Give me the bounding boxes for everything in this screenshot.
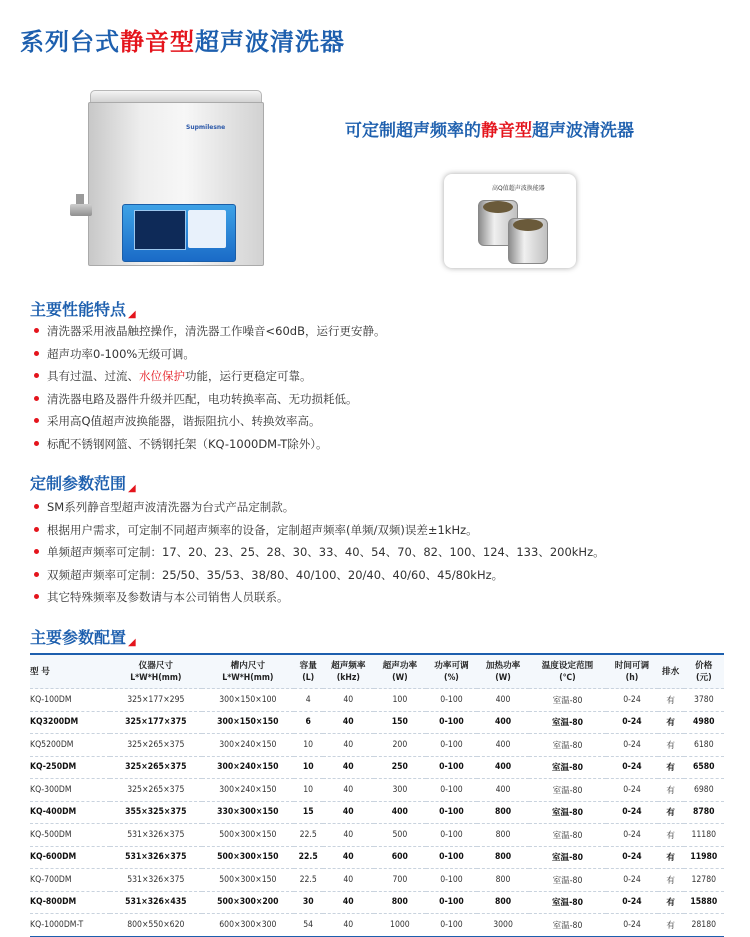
table-cell: 800 xyxy=(477,869,529,892)
table-cell: KQ5200DM xyxy=(30,734,110,757)
table-cell: 10 xyxy=(294,734,323,757)
table-cell: 325×177×375 xyxy=(110,711,202,734)
table-cell: 6980 xyxy=(684,779,724,802)
table-cell: 0-100 xyxy=(426,914,478,937)
column-header: 槽内尺寸 L*W*H(mm) xyxy=(202,654,294,689)
table-cell: 30 xyxy=(294,891,323,914)
table-cell: 325×265×375 xyxy=(110,756,202,779)
table-cell: 22.5 xyxy=(294,824,323,847)
table-cell: 355×325×375 xyxy=(110,801,202,824)
table-cell: 0-24 xyxy=(606,869,658,892)
table-cell: 0-100 xyxy=(426,734,478,757)
table-cell: 3000 xyxy=(477,914,529,937)
list-item: 其它特殊频率及参数请与本公司销售人员联系。 xyxy=(34,586,605,609)
table-cell: 室温-80 xyxy=(529,801,606,824)
table-cell: 11180 xyxy=(684,824,724,847)
table-header-row xyxy=(30,654,724,689)
table-cell: 200 xyxy=(374,734,426,757)
table-cell: 0-100 xyxy=(426,779,478,802)
list-item: 超声功率0-100%无级可调。 xyxy=(34,343,385,366)
table-cell: 40 xyxy=(323,756,375,779)
list-item: 清洗器采用液晶触控操作，清洗器工作噪音<60dB，运行更安静。 xyxy=(34,320,385,343)
table-cell: 0-100 xyxy=(426,801,478,824)
table-cell: 8780 xyxy=(684,801,724,824)
table-cell: 531×326×435 xyxy=(110,891,202,914)
table-cell: 500×300×150 xyxy=(202,846,294,869)
table-cell: 300 xyxy=(374,779,426,802)
table-cell: KQ-100DM xyxy=(30,689,110,712)
table-cell: KQ-800DM xyxy=(30,891,110,914)
table-cell: 3780 xyxy=(684,689,724,712)
table-row xyxy=(30,779,724,802)
table-cell: KQ-500DM xyxy=(30,824,110,847)
list-item: 双频超声频率可定制：25/50、35/53、38/80、40/100、20/40、40/60、45/80kHz。 xyxy=(34,564,605,587)
table-cell: 800×550×620 xyxy=(110,914,202,937)
table-cell: 有 xyxy=(658,846,684,869)
table-cell: 1000 xyxy=(374,914,426,937)
table-cell: KQ3200DM xyxy=(30,711,110,734)
transducer-image xyxy=(508,218,548,264)
table-cell: 500×300×150 xyxy=(202,824,294,847)
table-cell: 0-24 xyxy=(606,689,658,712)
table-cell: 40 xyxy=(323,846,375,869)
table-cell: 有 xyxy=(658,756,684,779)
table-cell: 300×150×100 xyxy=(202,689,294,712)
table-cell: 0-100 xyxy=(426,846,478,869)
list-item: 清洗器电路及器件升级并匹配，电功转换率高、无功损耗低。 xyxy=(34,388,385,411)
column-header: 排水 xyxy=(658,654,684,689)
column-header: 仪器尺寸 L*W*H(mm) xyxy=(110,654,202,689)
column-header: 型 号 xyxy=(30,654,110,689)
table-cell: 有 xyxy=(658,801,684,824)
table-cell: KQ-700DM xyxy=(30,869,110,892)
custom-list xyxy=(34,496,605,609)
table-cell: 0-100 xyxy=(426,869,478,892)
table-cell: 0-24 xyxy=(606,801,658,824)
table-cell: 400 xyxy=(477,756,529,779)
list-item: 根据用户需求，可定制不同超声频率的设备，定制超声频率(单频/双频)误差±1kHz。 xyxy=(34,519,605,542)
table-cell: 600 xyxy=(374,846,426,869)
table-cell: 有 xyxy=(658,869,684,892)
table-cell: 0-100 xyxy=(426,891,478,914)
table-cell: 有 xyxy=(658,891,684,914)
table-cell: 有 xyxy=(658,779,684,802)
drain-valve xyxy=(70,204,92,216)
table-cell: 330×300×150 xyxy=(202,801,294,824)
product-image xyxy=(70,84,280,268)
table-cell: 325×265×375 xyxy=(110,734,202,757)
table-row xyxy=(30,824,724,847)
list-item: SM系列静音型超声波清洗器为台式产品定制款。 xyxy=(34,496,605,519)
table-cell: 800 xyxy=(477,824,529,847)
table-cell: 0-24 xyxy=(606,846,658,869)
table-cell: 10 xyxy=(294,756,323,779)
table-cell: 4980 xyxy=(684,711,724,734)
table-cell: 531×326×375 xyxy=(110,846,202,869)
list-item: 具有过温、过流、水位保护功能，运行更稳定可靠。 xyxy=(34,365,385,388)
table-cell: 6 xyxy=(294,711,323,734)
table-cell: 室温-80 xyxy=(529,846,606,869)
table-cell: 22.5 xyxy=(294,846,323,869)
table-cell: 有 xyxy=(658,689,684,712)
table-cell: 531×326×375 xyxy=(110,824,202,847)
table-cell: 0-100 xyxy=(426,756,478,779)
custom-heading: 定制参数范围 ◢ xyxy=(30,474,136,494)
table-cell: 12780 xyxy=(684,869,724,892)
table-cell: 室温-80 xyxy=(529,711,606,734)
table-cell: 室温-80 xyxy=(529,756,606,779)
table-row xyxy=(30,734,724,757)
table-cell: 0-24 xyxy=(606,824,658,847)
table-cell: 400 xyxy=(374,801,426,824)
column-header: 价格 (元) xyxy=(684,654,724,689)
device-brand-logo: Supmilesne xyxy=(186,124,226,131)
table-cell: 325×265×375 xyxy=(110,779,202,802)
table-cell: 有 xyxy=(658,914,684,937)
table-cell: 室温-80 xyxy=(529,734,606,757)
column-header: 超声频率 (kHz) xyxy=(323,654,375,689)
table-cell: KQ-600DM xyxy=(30,846,110,869)
table-cell: 有 xyxy=(658,711,684,734)
table-cell: 0-24 xyxy=(606,779,658,802)
table-cell: 300×240×150 xyxy=(202,756,294,779)
table-cell: 11980 xyxy=(684,846,724,869)
table-cell: 室温-80 xyxy=(529,779,606,802)
table-cell: 28180 xyxy=(684,914,724,937)
table-cell: 0-100 xyxy=(426,689,478,712)
table-cell: 40 xyxy=(323,801,375,824)
page-title: 系列台式静音型超声波清洗器 xyxy=(20,28,345,56)
table-cell: 40 xyxy=(323,869,375,892)
features-heading: 主要性能特点 ◢ xyxy=(30,300,136,320)
column-header: 温度设定范围 (℃) xyxy=(529,654,606,689)
table-cell: 531×326×375 xyxy=(110,869,202,892)
table-cell: KQ-1000DM-T xyxy=(30,914,110,937)
table-cell: 400 xyxy=(477,779,529,802)
column-header: 时间可调 (h) xyxy=(606,654,658,689)
transducer-card xyxy=(444,174,576,268)
table-cell: 400 xyxy=(477,689,529,712)
table-cell: 300×240×150 xyxy=(202,779,294,802)
table-cell: 250 xyxy=(374,756,426,779)
column-header: 加热功率 (W) xyxy=(477,654,529,689)
spec-table xyxy=(30,653,724,937)
table-cell: 0-24 xyxy=(606,756,658,779)
table-cell: 0-100 xyxy=(426,824,478,847)
table-cell: 6180 xyxy=(684,734,724,757)
table-cell: 500×300×150 xyxy=(202,869,294,892)
transducer-caption: 高Q值超声波换能器 xyxy=(492,185,545,192)
table-cell: 300×240×150 xyxy=(202,734,294,757)
table-cell: 40 xyxy=(323,891,375,914)
table-cell: 800 xyxy=(477,801,529,824)
table-cell: 100 xyxy=(374,689,426,712)
table-cell: 500×300×200 xyxy=(202,891,294,914)
table-cell: KQ-300DM xyxy=(30,779,110,802)
table-cell: 40 xyxy=(323,824,375,847)
table-cell: 400 xyxy=(477,734,529,757)
table-cell: KQ-400DM xyxy=(30,801,110,824)
table-cell: 325×177×295 xyxy=(110,689,202,712)
table-cell: 0-24 xyxy=(606,891,658,914)
table-row xyxy=(30,869,724,892)
table-cell: 0-24 xyxy=(606,711,658,734)
table-row xyxy=(30,711,724,734)
table-cell: 室温-80 xyxy=(529,891,606,914)
table-cell: 15880 xyxy=(684,891,724,914)
table-cell: 800 xyxy=(477,891,529,914)
subtitle: 可定制超声频率的静音型超声波清洗器 xyxy=(345,121,634,141)
table-cell: 4 xyxy=(294,689,323,712)
table-cell: 有 xyxy=(658,824,684,847)
touch-keys xyxy=(188,210,226,248)
table-cell: 0-100 xyxy=(426,711,478,734)
table-cell: 0-24 xyxy=(606,734,658,757)
table-cell: 54 xyxy=(294,914,323,937)
list-item: 采用高Q值超声波换能器，谐振阻抗小、转换效率高。 xyxy=(34,410,385,433)
table-cell: 有 xyxy=(658,734,684,757)
table-cell: 150 xyxy=(374,711,426,734)
table-cell: 500 xyxy=(374,824,426,847)
table-cell: 室温-80 xyxy=(529,914,606,937)
table-cell: 40 xyxy=(323,711,375,734)
table-cell: 800 xyxy=(477,846,529,869)
table-cell: 15 xyxy=(294,801,323,824)
table-row xyxy=(30,891,724,914)
table-cell: 室温-80 xyxy=(529,689,606,712)
column-header: 超声功率 (W) xyxy=(374,654,426,689)
table-cell: 10 xyxy=(294,779,323,802)
list-item: 单频超声频率可定制：17、20、23、25、28、30、33、40、54、70、82、100、124、133、200kHz。 xyxy=(34,541,605,564)
list-item: 标配不锈钢网篮、不锈钢托架（KQ-1000DM-T除外）。 xyxy=(34,433,385,456)
table-cell: 400 xyxy=(477,711,529,734)
table-cell: 6580 xyxy=(684,756,724,779)
table-cell: 700 xyxy=(374,869,426,892)
table-cell: 室温-80 xyxy=(529,824,606,847)
spec-heading: 主要参数配置 ◢ xyxy=(30,628,136,648)
table-row xyxy=(30,689,724,712)
table-cell: 300×150×150 xyxy=(202,711,294,734)
table-cell: KQ-250DM xyxy=(30,756,110,779)
table-cell: 40 xyxy=(323,914,375,937)
table-cell: 40 xyxy=(323,734,375,757)
table-cell: 0-24 xyxy=(606,914,658,937)
table-row xyxy=(30,756,724,779)
table-row xyxy=(30,801,724,824)
table-cell: 室温-80 xyxy=(529,869,606,892)
table-cell: 600×300×300 xyxy=(202,914,294,937)
column-header: 功率可调 (%) xyxy=(426,654,478,689)
table-cell: 800 xyxy=(374,891,426,914)
table-cell: 22.5 xyxy=(294,869,323,892)
table-cell: 40 xyxy=(323,779,375,802)
features-list xyxy=(34,320,385,455)
column-header: 容量 (L) xyxy=(294,654,323,689)
table-cell: 40 xyxy=(323,689,375,712)
table-row xyxy=(30,846,724,869)
lcd-screen xyxy=(134,210,186,250)
